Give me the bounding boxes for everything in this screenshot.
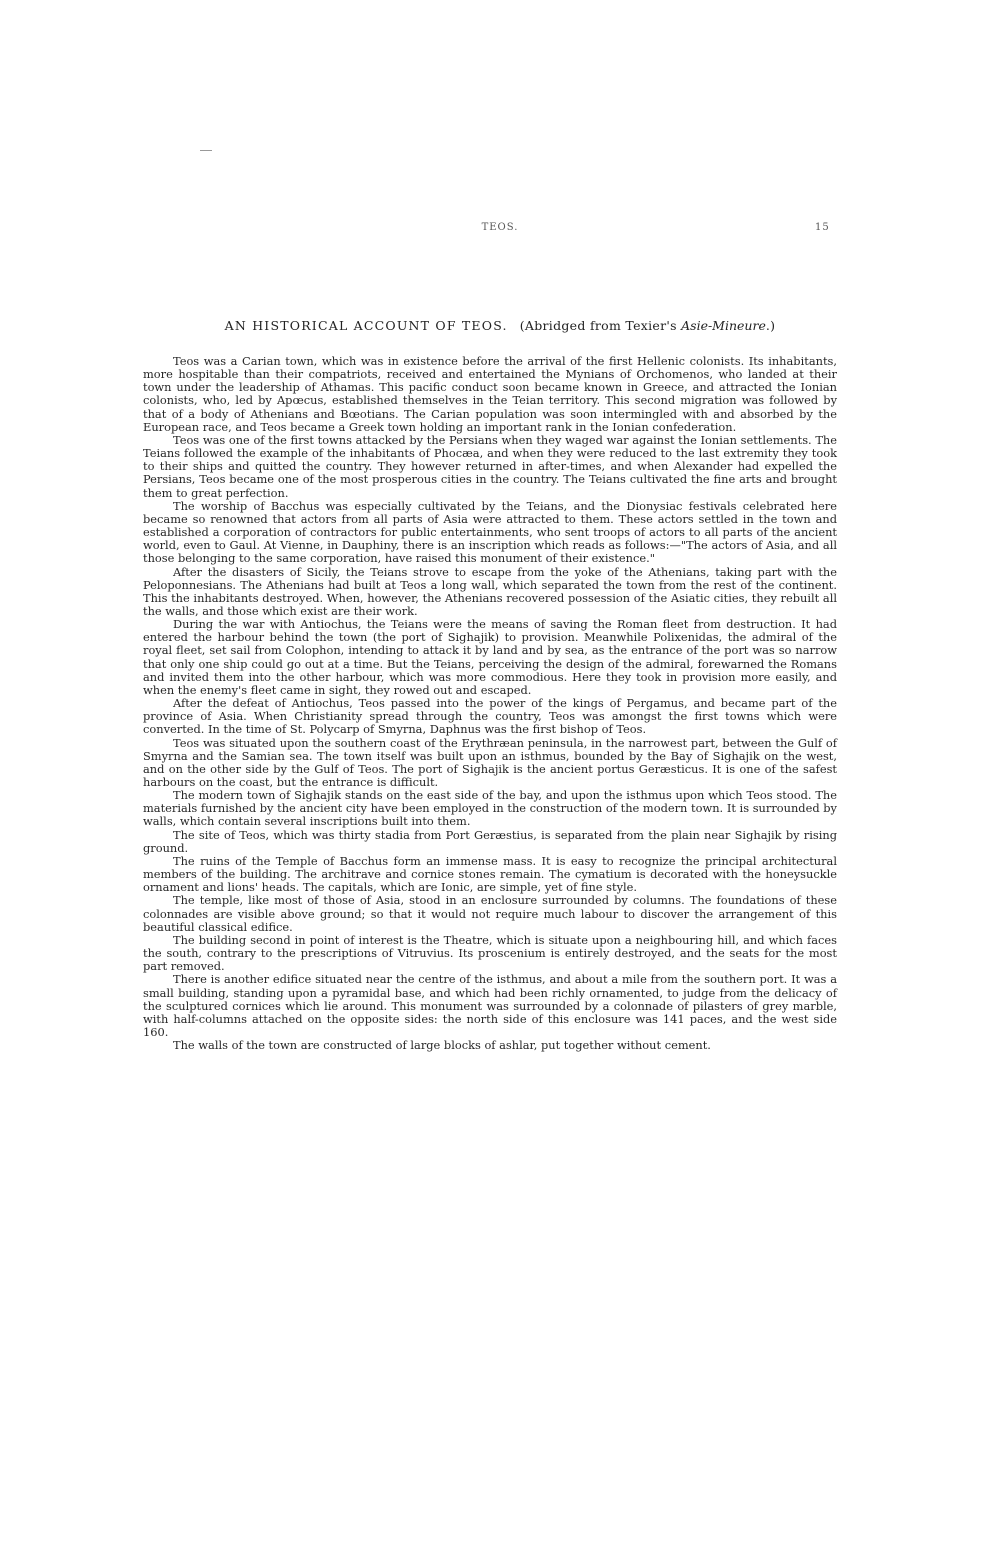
paragraph-11: The temple, like most of those of Asia, stood in an enclosure surrounded by columns. The foundations of these colonnades are visible above ground; so that it would not require much labour to discover the arrangement of this beautiful classical edifice. [143, 893, 837, 934]
article-heading [0, 318, 1000, 333]
stray-mark [200, 150, 212, 151]
paragraph-13: There is another edifice situated near the centre of the isthmus, and about a mile from the southern port. It was a small building, standing upon a pyramidal base, and which had been richly ornamented, to judge from the delicacy of the sculptured cornices which lie around. This monument was surrounded by a colonnade of pilasters of grey marble, with half-columns attached on the opposite sides: the north side of this enclosure was 141 paces, and the west side 160. [143, 972, 837, 1039]
paragraph-6: After the defeat of Antiochus, Teos passed into the power of the kings of Pergamus, and became part of the province of Asia. When Christianity spread through the country, Teos was amongst the first towns which were converted. In the time of St. Polycarp of Smyrna, Daphnus was the first bishop of Teos. [143, 696, 837, 737]
paragraph-7: Teos was situated upon the southern coast of the Erythræan peninsula, in the narrowest part, between the Gulf of Smyrna and the Samian sea. The town itself was built upon an isthmus, bounded by the Bay of Sighajik on the west, and on the other side by the Gulf of Teos. The port of Sighajik is the ancient portus Geræsticus. It is one of the safest harbours on the coast, but the entrance is difficult. [143, 735, 837, 789]
paragraph-12: The building second in point of interest is the Theatre, which is situate upon a neighbouring hill, and which faces the south, contrary to the prescriptions of Vitruvius. Its proscenium is entirely destroyed, and the seats for the most part removed. [143, 932, 837, 974]
abridged-note [520, 318, 776, 333]
paragraph-1: Teos was a Carian town, which was in existence before the arrival of the first Hellenic colonists. Its inhabitants, more hospitable than their compatriots, received and entertained the Mynians of Orchomenos, who landed at their town under the leadership of Athamas. This pacific conduct soon became known in Greece, and attracted the Ionian colonists, who, led by Apœcus, established themselves in the Teian territory. This second migration was followed by that of a body of Athenians and Bœotians. The Carian population was soon intermingled with and absorbed by the European race, and Teos became a Greek town holding an important rank in the Ionian confederation. [143, 354, 837, 434]
abridged-work-title: Asie-Mineure [681, 318, 766, 333]
paragraph-9: The site of Teos, which was thirty stadia from Port Geræstius, is separated from the plain near Sighajik by rising ground. [143, 827, 837, 855]
abridged-suffix: .) [765, 318, 776, 333]
running-head [0, 222, 1000, 238]
article-title: AN HISTORICAL ACCOUNT OF TEOS. [224, 318, 508, 333]
article-body [143, 355, 837, 1052]
paragraph-10: The ruins of the Temple of Bacchus form an immense mass. It is easy to recognize the principal architectural members of the building. The architrave and cornice stones remain. The cymatium is decorated with the honeysuckle ornament and lions' heads. The capitals, which are Ionic, are simple, yet of fine style. [143, 853, 837, 895]
running-head-title: TEOS. [481, 222, 519, 233]
paragraph-4: After the disasters of Sicily, the Teians strove to escape from the yoke of the Athenians, taking part with the Peloponnesians. The Athenians had built at Teos a long wall, which separated the town from the rest of the continent. This the inhabitants destroyed. When, however, the Athenians recovered possession of the Asiatic cities, they rebuilt all the walls, and those which exist are their work. [143, 564, 837, 618]
abridged-prefix: (Abridged from Texier's [519, 318, 682, 333]
paragraph-2: Teos was one of the first towns attacked by the Persians when they waged war against the Ionian settlements. The Teians followed the example of the inhabitants of Phocæa, and when they were reduced to the last extremity they took to their ships and quitted the country. They however returned in after-times, and when Alexander had expelled the Persians, Teos became one of the most prosperous cities in the country. The Teians cultivated the fine arts and brought them to great perfection. [143, 432, 837, 500]
paragraph-3: The worship of Bacchus was especially cultivated by the Teians, and the Dionysiac festivals celebrated here became so renowned that actors from all parts of Asia were attracted to them. These actors settled in the town and established a corporation of contractors for public entertainments, who sent troops of actors to all parts of the ancient world, even to Gaul. At Vienne, in Dauphiny, there is an inscription which reads as follows:—"The actors of Asia, and all those belonging to the same corporation, have raised this monument of their existence." [143, 498, 837, 566]
page-number: 15 [815, 222, 830, 233]
paragraph-5: During the war with Antiochus, the Teians were the means of saving the Roman fleet from destruction. It had entered the harbour behind the town (the port of Sighajik) to provision. Meanwhile Polixenidas, the admiral of the royal fleet, set sail from Colophon, intending to attack it by land and by sea, as the entrance of the port was so narrow that only one ship could go out at a time. But the Teians, perceiving the design of the admiral, forewarned the Romans and invited them into the other harbour, which was more commodious. Here they took in provision more easily, and when the enemy's fleet came in sight, they rowed out and escaped. [143, 617, 837, 697]
paragraph-8: The modern town of Sighajik stands on the east side of the bay, and upon the isthmus upon which Teos stood. The materials furnished by the ancient city have been employed in the construction of the modern town. It is surrounded by walls, which contain several inscriptions built into them. [143, 788, 837, 829]
paragraph-14: The walls of the town are constructed of large blocks of ashlar, put together without cement. [173, 1038, 711, 1053]
